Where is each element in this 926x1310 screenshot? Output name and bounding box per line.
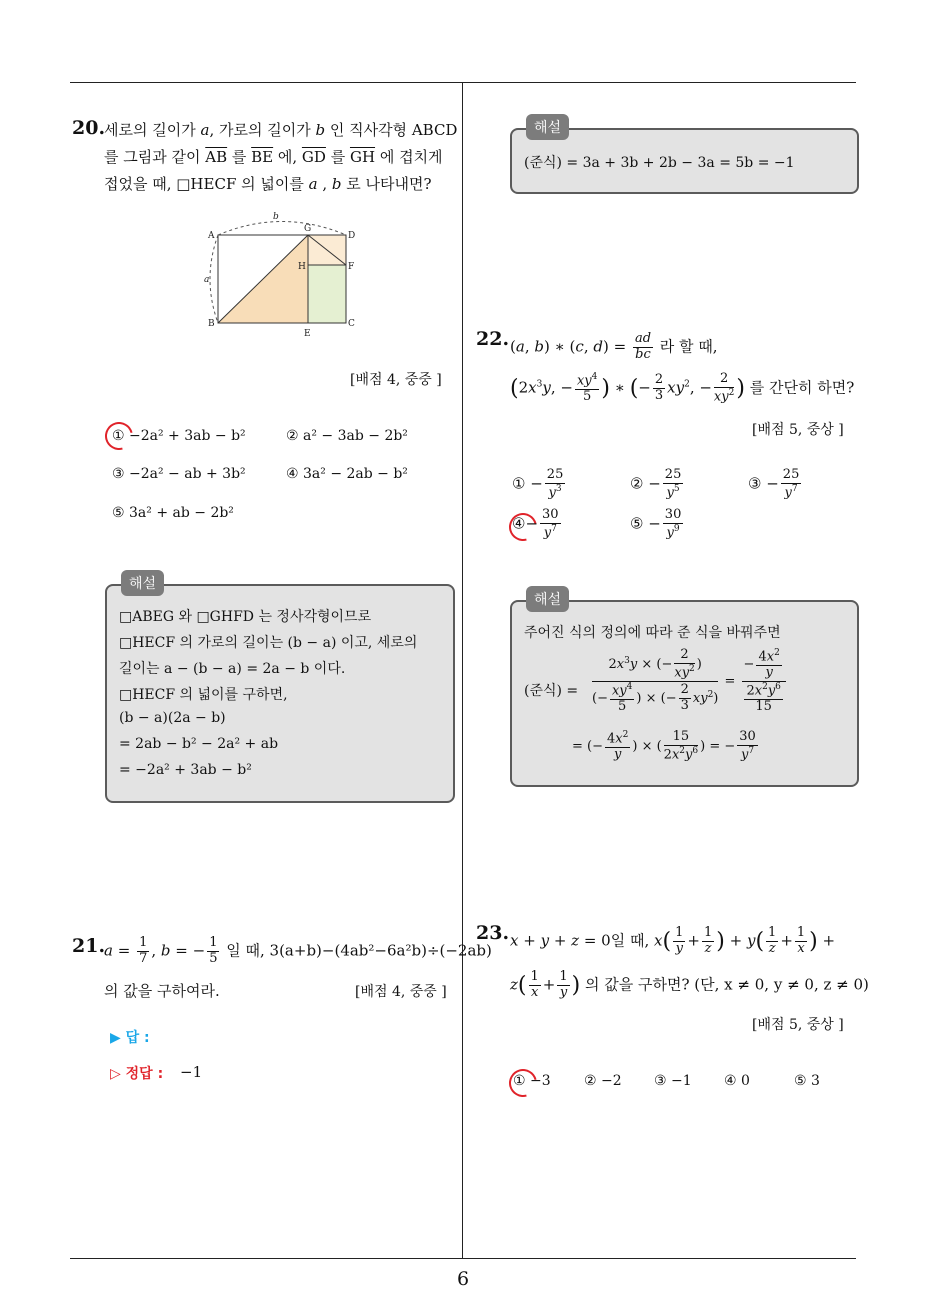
- q22-def-suffix: 라 할 때,: [659, 337, 718, 356]
- q20-figure: [198, 208, 368, 343]
- q22-choice-3[interactable]: ③ − $\frac{25}{y^7}$: [748, 467, 800, 501]
- q20-line2: 를 그림과 같이 $\overline{AB}$ 를 $\overline{BE}$ 에, $\overline{GD}$ 를 $\overline{GH}$ 에 겹치게: [104, 148, 443, 166]
- q20-exp-line5: (b − a)(2a − b): [119, 710, 226, 726]
- q20-line1: 세로의 길이가 a, 가로의 길이가 b 인 직사각형 ABCD: [104, 121, 458, 139]
- explanation-tag: 해설: [526, 586, 569, 612]
- q23-choice-4[interactable]: ④ 0: [724, 1073, 750, 1089]
- q20-exp-line4: □HECF 의 넓이를 구하면,: [119, 687, 288, 703]
- q21-score: [배점 4, 중중 ]: [355, 984, 447, 1000]
- label-b: b: [273, 212, 279, 222]
- label-H: H: [298, 262, 306, 272]
- q22-explanation-box: [510, 592, 859, 787]
- q20-choice-1[interactable]: ① −2a² + 3ab − b²: [112, 428, 246, 444]
- q23-score: [배점 5, 중상 ]: [752, 1017, 844, 1033]
- q20-score: [배점 4, 중중 ]: [350, 372, 442, 388]
- q22-choice-5[interactable]: ⑤ − $\frac{30}{y^9}$: [630, 507, 682, 541]
- top-rule: [70, 82, 856, 83]
- label-C: C: [348, 319, 355, 329]
- q22-exp-line1: 주어진 식의 정의에 따라 준 식을 바꿔주면: [524, 625, 781, 641]
- q20-explanation-box: [105, 576, 455, 803]
- q19-explanation-box: [510, 120, 859, 194]
- q23-choice-1[interactable]: ① −3: [513, 1073, 551, 1089]
- q22-exp-big-fraction: $2x^3y$ × (− $\frac{2}{xy^2}$ ) (− $\frac{xy^4}{5}$ ) × (− $\frac{2}{3}$ $xy^2$) = − $\frac{4x^2}{y}$ $\frac{2x^2y^6}{15}$: [590, 648, 788, 715]
- q21-line2: 의 값을 구하여라.: [104, 982, 220, 1000]
- q22-exp-lhs: (준식) =: [524, 683, 579, 699]
- label-a: a: [204, 275, 210, 285]
- q21-correct-value: −1: [180, 1063, 203, 1081]
- label-F: F: [348, 262, 355, 272]
- q20-choice-2[interactable]: ② a² − 3ab − 2b²: [286, 428, 408, 444]
- q20-line3: 접었을 때, □HECF 의 넓이를 a , b 로 나타내면?: [104, 175, 432, 193]
- explanation-tag: 해설: [121, 570, 164, 596]
- question-20-number: 20.: [72, 117, 106, 139]
- q20-exp-line7: = −2a² + 3ab − b²: [119, 762, 252, 778]
- q22-choice-4[interactable]: ④− $\frac{30}{y^7}$: [512, 507, 559, 541]
- bottom-rule: [70, 1258, 856, 1259]
- q22-exp-result: = (− $\frac{4x^2}{y}$ ) × ( $\frac{15}{2x^2y^6}$ ) = − $\frac{30}{y^7}$: [572, 729, 756, 763]
- q20-exp-line1: □ABEG 와 □GHFD 는 정사각형이므로: [119, 609, 372, 625]
- q22-choice-1[interactable]: ① − $\frac{25}{y^3}$: [512, 467, 564, 501]
- q23-line2-suffix: 의 값을 구하면? (단, x ≠ 0, y ≠ 0, z ≠ 0): [585, 975, 869, 994]
- q22-score: [배점 5, 중상 ]: [752, 422, 844, 438]
- label-D: D: [348, 231, 356, 241]
- q23-line1: x + y + z = 0일 때, x( $\frac{1}{y}$ + $\frac{1}{z}$ ) + y( $\frac{1}{z}$ + $\frac{1}{x}$ ) +: [510, 925, 836, 956]
- q22-expression: ($2x^3y$, − $\frac{xy^4}{5}$ ) ∗ (− $\frac{2}{3}$ $xy^2$, − $\frac{2}{xy^2}$ ) 를 간단히 하면?: [510, 371, 855, 405]
- q22-line2-suffix: 를 간단히 하면?: [749, 378, 855, 397]
- q20-exp-line3: 길이는 a − (b − a) = 2a − b 이다.: [119, 661, 346, 677]
- q20-choice-4[interactable]: ④ 3a² − 2ab − b²: [286, 466, 408, 482]
- q23-choice-3[interactable]: ③ −1: [654, 1073, 692, 1089]
- page-number: 6: [456, 1268, 470, 1290]
- label-G: G: [304, 224, 312, 234]
- q21-condition: 일 때, 3(a+b)−(4ab²−6a²b)÷(−2ab): [226, 941, 492, 960]
- q21-answer-label: ▶ 답 :: [110, 1030, 150, 1046]
- q19-exp-text: (준식) = 3a + 3b + 2b − 3a = 5b = −1: [524, 155, 795, 171]
- rect-hecf: [308, 265, 346, 323]
- q20-exp-line6: = 2ab − b² − 2a² + ab: [119, 736, 279, 752]
- q23-line2: z( $\frac{1}{x}$ + $\frac{1}{y}$ ) 의 값을 구하면? (단, x ≠ 0, y ≠ 0, z ≠ 0): [510, 969, 869, 1000]
- label-B: B: [208, 319, 215, 329]
- question-21-number: 21.: [72, 935, 106, 957]
- q22-definition: (a, b) ∗ (c, d) = $\frac{ad}{bc}$ 라 할 때,: [510, 331, 718, 362]
- label-E: E: [304, 329, 311, 339]
- column-divider: [462, 83, 463, 1258]
- q20-choice-3[interactable]: ③ −2a² − ab + 3b²: [112, 466, 246, 482]
- q22-choice-2[interactable]: ② − $\frac{25}{y^5}$: [630, 467, 682, 501]
- q23-choice-5[interactable]: ⑤ 3: [794, 1073, 820, 1089]
- q20-exp-line2: □HECF 의 가로의 길이는 (b − a) 이고, 세로의: [119, 635, 418, 651]
- q23-choice-2[interactable]: ② −2: [584, 1073, 622, 1089]
- q21-line1: a = $\frac{1}{7}$ , b = − $\frac{1}{5}$ 일 때, 3(a+b)−(4ab²−6a²b)÷(−2ab): [104, 935, 492, 966]
- explanation-tag: 해설: [526, 114, 569, 140]
- question-23-number: 23.: [476, 922, 510, 944]
- label-A: A: [208, 231, 215, 241]
- q20-choice-5[interactable]: ⑤ 3a² + ab − 2b²: [112, 505, 234, 521]
- question-22-number: 22.: [476, 328, 510, 350]
- q21-correct-label: ▷ 정답 :: [110, 1066, 164, 1082]
